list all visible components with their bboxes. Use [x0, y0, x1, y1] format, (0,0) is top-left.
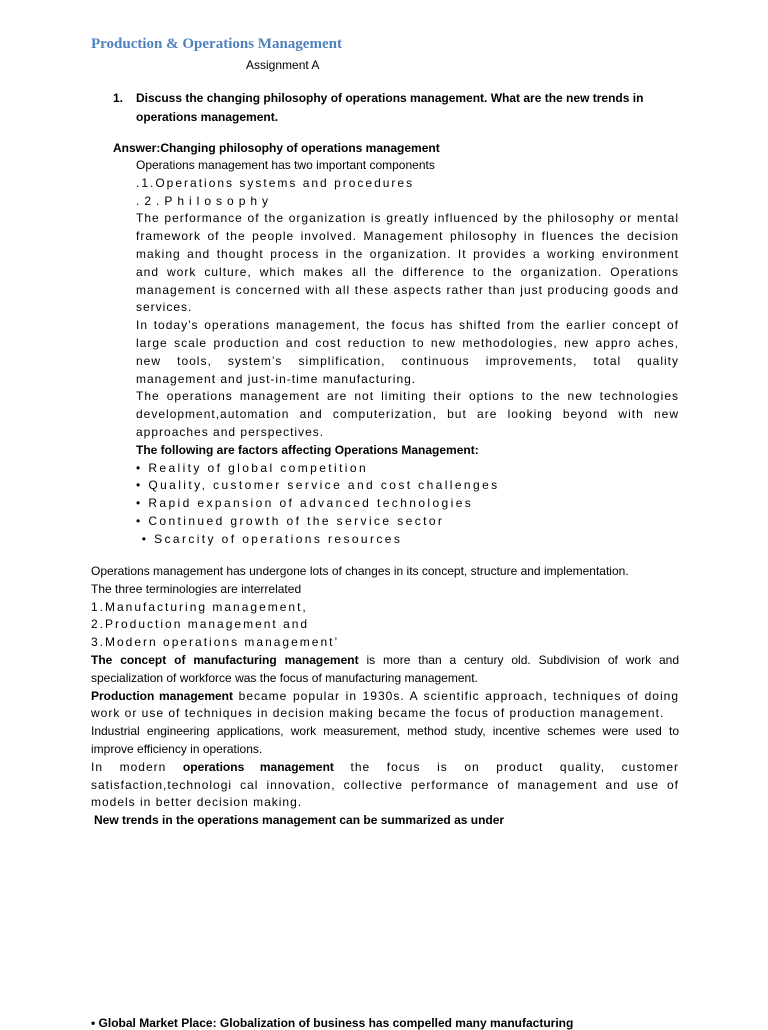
modern-text: the focus is on product quality, customer satisfaction,technologi cal innovation, collective performance of management and use of models in better decision making. [91, 759, 680, 810]
factor-item: • Continued growth of the service sector [136, 513, 445, 528]
modern-term: operations management [182, 759, 334, 774]
main-body [91, 563, 679, 830]
terminology-item: 1.Manufacturing management, [91, 599, 308, 614]
answer-body [136, 157, 679, 549]
factor-item: • Rapid expansion of advanced technologies [136, 496, 474, 511]
manufacturing-term: The concept of manufacturing management [91, 652, 359, 667]
production-term: Production management [91, 688, 233, 703]
modern-lead: In modern [91, 759, 167, 774]
production-text: became popular in 1930s. A scientific approach, techniques of doing work or use of techniques in decision making became the focus of production management. [91, 688, 679, 721]
factor-item: • Reality of global competition [136, 460, 369, 475]
new-trends-line: New trends in the operations management can be summarized as under [94, 813, 505, 828]
answer-heading: Answer:Changing philosophy of operations management [113, 141, 440, 155]
paragraph-modern [91, 759, 679, 812]
paragraph-performance: The performance of the organization is greatly influenced by the philosophy or mental framework of the people involved. Management philosophy in fluences the decision making and thought process in the organization. It provides a working environment and work culture, which makes all the difference to the organization. Operations management is concerned with all these aspects rather than just producing goods and services. [136, 211, 679, 315]
question-text: Discuss the changing philosophy of operations management. What are the new trends in operations management. [136, 91, 644, 124]
component-item: .1.Operations systems and procedures [136, 175, 415, 190]
document-subtitle: Assignment A [246, 58, 320, 72]
factor-item: • Quality, customer service and cost challenges [136, 478, 500, 493]
document-title: Production & Operations Management [91, 36, 342, 52]
factor-item: • Scarcity of operations resources [136, 531, 403, 546]
component-item: .2.Philosophy [136, 193, 274, 208]
terminologies-intro: The three terminologies are interrelated [91, 581, 302, 596]
cut-off-line: • Global Market Place: Globalization of business has compelled many manufacturing [91, 1016, 574, 1030]
factors-heading: The following are factors affecting Operations Management: [136, 442, 479, 457]
paragraph-manufacturing [91, 652, 679, 688]
paragraph-focus-shift: In today’s operations management, the focus has shifted from the earlier concept of large scale production and cost reduction to new methodologies, new appro aches, new tools, system’s simplification, continuous improvements, total quality management and just-in-time manufacturing. [136, 318, 679, 386]
question-1 [113, 89, 679, 127]
paragraph-changes: Operations management has undergone lots of changes in its concept, structure and implementation. [91, 564, 629, 578]
paragraph-technologies: The operations management are not limiting their options to the new technologies development,automation and computerization, but are looking beyond with new approaches and perspectives. [136, 389, 679, 439]
answer-intro: Operations management has two important components [136, 158, 435, 172]
manufacturing-text: is more than a century old. Subdivision of work and specialization of workforce was the focus of manufacturing management. [91, 652, 680, 685]
paragraph-industrial: Industrial engineering applications, work measurement, method study, incentive schemes were used to improve efficiency in operations. [91, 724, 679, 756]
question-number: 1. [113, 91, 124, 105]
factors-list [136, 460, 679, 549]
terminology-item: 3.Modern operations management’ [91, 635, 340, 650]
paragraph-production [91, 688, 679, 724]
terminology-item: 2.Production management and [91, 617, 310, 632]
